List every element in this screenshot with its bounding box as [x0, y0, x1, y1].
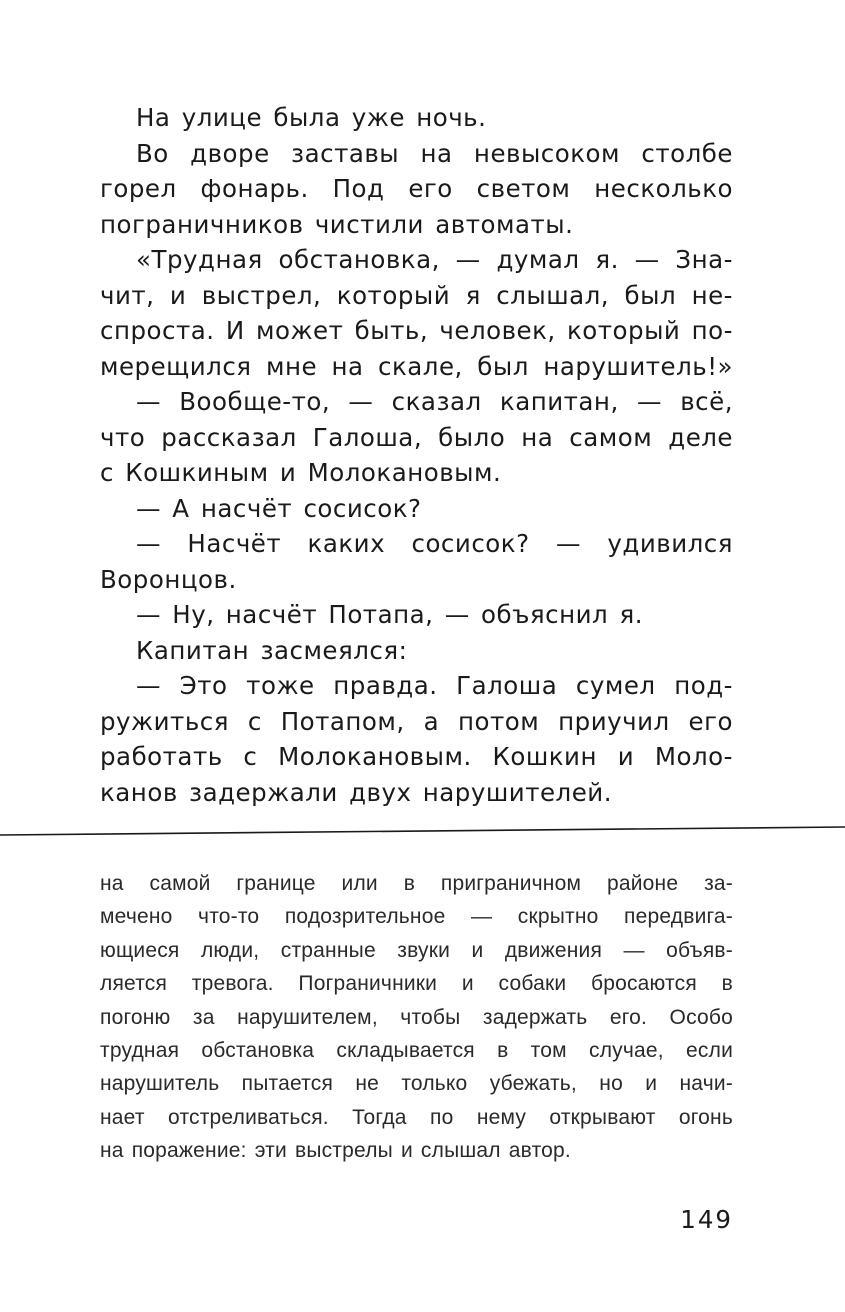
- text-line: горел фонарь. Под его светом несколько: [100, 174, 733, 203]
- text-line: канов задержали двух нарушителей.: [100, 777, 612, 807]
- text-line: — Вообще-то, — сказал капитан, — всё,: [136, 387, 733, 416]
- text-line: ружиться с Потапом, а потом приучил его: [100, 706, 733, 736]
- footnote-line: нает отстреливаться. Тогда по нему открывают огонь: [100, 1105, 733, 1129]
- text-line: Капитан засмеялся:: [136, 635, 408, 665]
- footnote-divider: [0, 826, 845, 838]
- footnote-line: погоню за нарушителем, чтобы задержать его. Особо: [100, 1005, 733, 1029]
- text-line: — Это тоже правда. Галоша сумел под-: [136, 671, 733, 700]
- text-line: Во дворе заставы на невысоком столбе: [136, 138, 733, 168]
- footnote-line: ющиеся люди, странные звуки и движения — объяв-: [100, 938, 733, 962]
- text-line: «Трудная обстановка, — думал я. — Зна-: [136, 245, 733, 274]
- footnote-line: мечено что-то подозрительное — скрытно передвига-: [100, 905, 733, 929]
- text-line: спроста. И может быть, человек, который по-: [100, 316, 733, 345]
- text-line: — Ну, насчёт Потапа, — объяснил я.: [136, 600, 644, 629]
- text-line: мерещился мне на скале, был нарушитель!»: [100, 351, 733, 381]
- text-line: — Насчёт каких сосисок? — удивился: [136, 529, 733, 558]
- footnote-line: нарушитель пытается не только убежать, но и начи-: [100, 1072, 733, 1096]
- footnote-line: трудная обстановка складывается в том случае, если: [100, 1038, 733, 1062]
- text-line: работать с Молокановым. Кошкин и Моло-: [100, 742, 733, 771]
- text-line: На улице была уже ночь.: [136, 103, 487, 132]
- text-line: чит, и выстрел, который я слышал, был не-: [100, 280, 733, 310]
- page-number: 149: [680, 1205, 733, 1234]
- text-line: пограничников чистили автоматы.: [100, 209, 574, 239]
- text-line: с Кошкиным и Молокановым.: [100, 458, 502, 487]
- footnote-line: ляется тревога. Пограничники и собаки бросаются в: [100, 972, 733, 996]
- footnote-text: [100, 867, 733, 1168]
- footnote-line: на самой границе или в приграничном районе за-: [100, 872, 733, 895]
- footnote-line: на поражение: эти выстрелы и слышал автор.: [100, 1139, 571, 1163]
- text-line: Воронцов.: [100, 564, 237, 594]
- text-line: — А насчёт сосисок?: [136, 493, 422, 523]
- main-text: [100, 100, 733, 810]
- text-line: что рассказал Галоша, было на самом деле: [100, 422, 733, 452]
